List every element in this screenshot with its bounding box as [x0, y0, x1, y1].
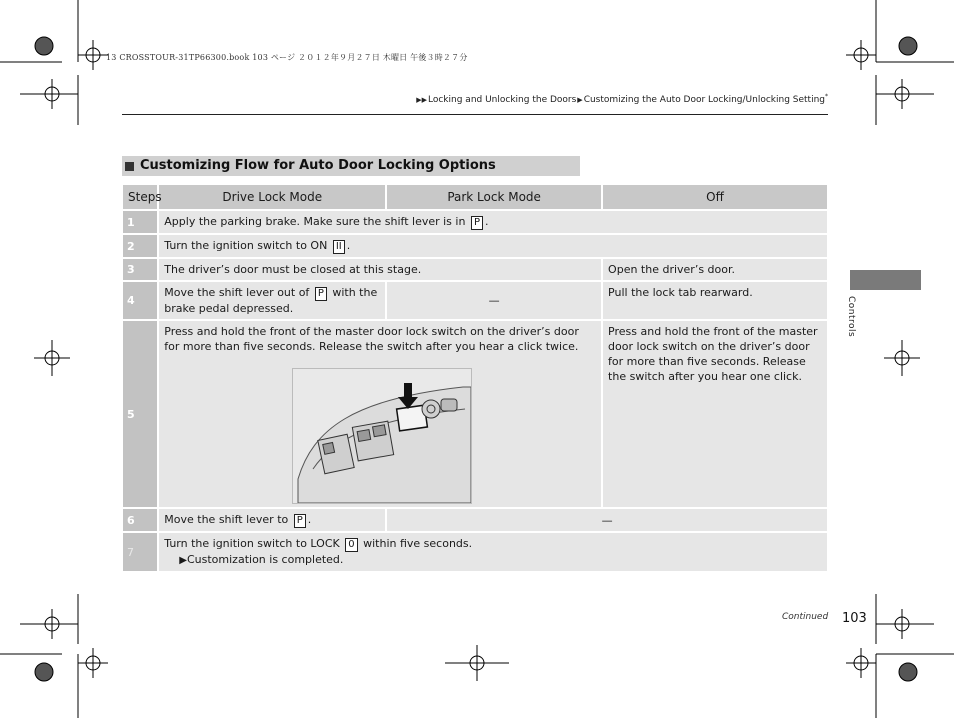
step-number: 6 — [123, 509, 157, 531]
shift-p-symbol: P — [471, 216, 483, 230]
customizing-flow-table — [121, 183, 829, 573]
instruction-text: Move the shift lever to — [164, 513, 289, 526]
header-steps: Steps — [123, 185, 157, 209]
breadcrumb-link-locking[interactable]: Locking and Unlocking the Doors — [428, 95, 577, 105]
step-number: 3 — [123, 259, 157, 280]
instruction-text: with the brake pedal depressed. — [164, 286, 378, 315]
step-instruction — [159, 211, 827, 233]
breadcrumb-current: Customizing the Auto Door Locking/Unlocking Setting — [583, 95, 825, 105]
step-off-instruction: Pull the lock tab rearward. — [603, 282, 827, 319]
master-door-lock-switch-image — [293, 369, 471, 503]
step-number: 1 — [123, 211, 157, 233]
section-title-text: Customizing Flow for Auto Door Locking Options — [140, 158, 496, 173]
ignition-on-symbol: II — [333, 240, 345, 254]
step-number: 5 — [123, 321, 157, 507]
step-off-instruction: Press and hold the front of the master door lock switch on the driver’s door for more than five seconds. Release the switch after you hear one click. — [603, 321, 827, 507]
door-switch-illustration — [292, 368, 472, 504]
instruction-text: Apply the parking brake. Make sure the shift lever is in — [164, 215, 466, 228]
instruction-text: Move the shift lever out of — [164, 286, 310, 299]
section-square-icon — [125, 162, 134, 171]
step-instruction — [159, 533, 827, 571]
table-row — [123, 282, 827, 319]
page-number: 103 — [842, 611, 867, 626]
table-row — [123, 211, 827, 233]
table-row — [123, 235, 827, 257]
step-park-instruction: — — [387, 282, 601, 319]
result-text: Customization is completed. — [186, 553, 344, 566]
instruction-text: Turn the ignition switch to ON — [164, 239, 328, 252]
continued-label: Continued — [782, 612, 829, 622]
book-file-info: 13 CROSSTOUR-31TP66300.book 103 ページ ２０１２年９月２７日 木曜日 午後３時２７分 — [106, 53, 468, 62]
table-row — [123, 533, 827, 571]
shift-p-symbol: P — [315, 287, 327, 301]
step-instruction — [159, 321, 601, 507]
step-off-instruction: Open the driver’s door. — [603, 259, 827, 280]
instruction-text: Turn the ignition switch to LOCK — [164, 537, 340, 550]
step-instruction — [159, 509, 385, 531]
table-row — [123, 259, 827, 280]
table-row — [123, 321, 827, 507]
header-rule — [122, 114, 828, 115]
table-row — [123, 509, 827, 531]
shift-p-symbol: P — [294, 514, 306, 528]
step-off-instruction: — — [387, 509, 827, 531]
instruction-text: Press and hold the front of the master door lock switch on the driver’s door for more than five seconds. Release the switch after you hear a click twice. — [164, 325, 579, 353]
instruction-text: . — [307, 513, 312, 526]
breadcrumb-footnote-mark: * — [825, 93, 828, 100]
step-number: 4 — [123, 282, 157, 319]
step-number: 2 — [123, 235, 157, 257]
step-drive-instruction — [159, 282, 385, 319]
chapter-tab — [850, 270, 921, 290]
result-arrow-icon: ▶ — [179, 555, 187, 566]
instruction-text: . — [346, 239, 351, 252]
ignition-lock-symbol: 0 — [345, 538, 357, 552]
step-number: 7 — [123, 533, 157, 571]
breadcrumb-arrow-icon: ▶ — [577, 96, 583, 104]
breadcrumb-arrow-icon: ▶▶ — [416, 96, 427, 104]
header-drive-lock-mode: Drive Lock Mode — [159, 185, 385, 209]
instruction-text: within five seconds. — [363, 537, 473, 550]
step-instruction: The driver’s door must be closed at this stage. — [159, 259, 601, 280]
breadcrumb — [415, 93, 828, 105]
instruction-text: . — [484, 215, 489, 228]
table-header-row — [123, 185, 827, 209]
step-instruction — [159, 235, 827, 257]
section-title — [122, 156, 580, 176]
chapter-label: Controls — [846, 296, 856, 338]
header-park-lock-mode: Park Lock Mode — [387, 185, 601, 209]
header-off: Off — [603, 185, 827, 209]
